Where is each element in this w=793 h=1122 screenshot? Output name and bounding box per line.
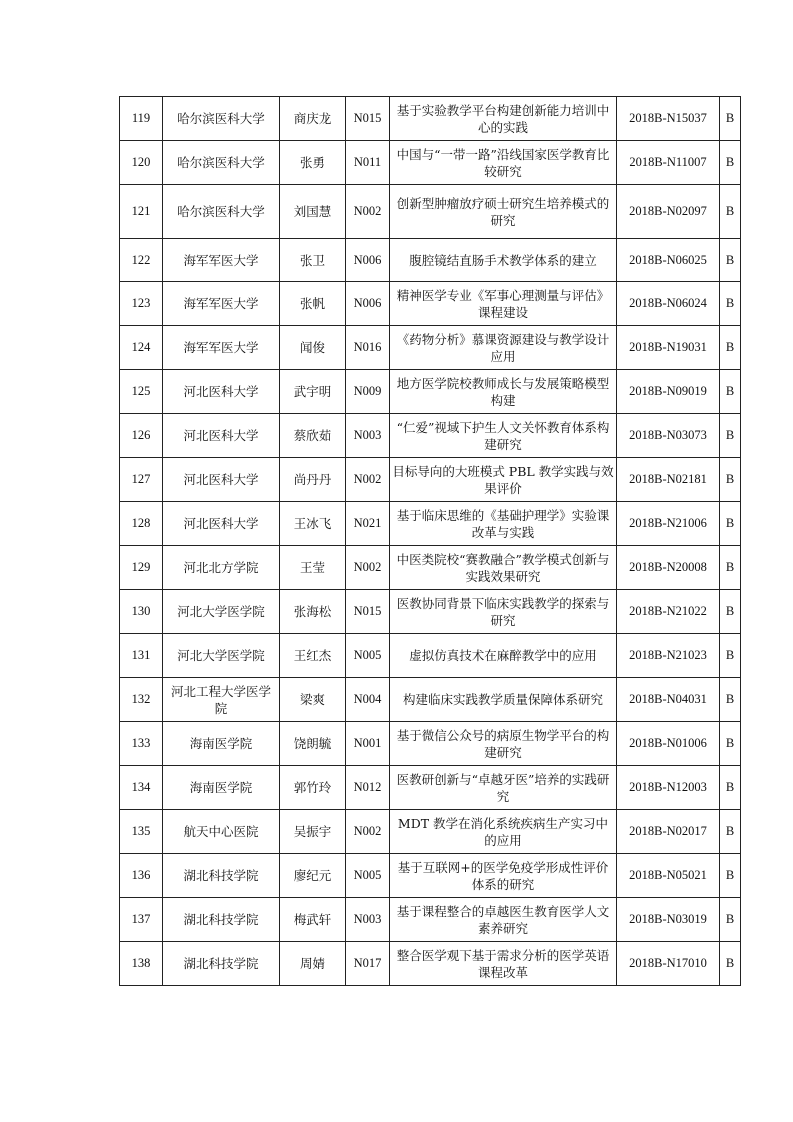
project-list-table [119, 96, 741, 986]
school-name-cell: 哈尔滨医科大学 [163, 185, 280, 239]
category-code-cell: N003 [346, 898, 390, 942]
table-row [120, 97, 741, 141]
school-name-cell: 河北医科大学 [163, 414, 280, 458]
category-code-cell: N002 [346, 185, 390, 239]
project-id-cell: 2018B-N09019 [617, 370, 720, 414]
table-row [120, 185, 741, 239]
grade-cell: B [720, 185, 741, 239]
table-row [120, 502, 741, 546]
school-name-cell: 海军军医大学 [163, 239, 280, 282]
grade-cell: B [720, 590, 741, 634]
project-id-cell: 2018B-N15037 [617, 97, 720, 141]
grade-cell: B [720, 282, 741, 326]
project-title-cell: 医教研创新与“卓越牙医”培养的实践研究 [390, 766, 617, 810]
applicant-name-cell: 尚丹丹 [280, 458, 346, 502]
grade-cell: B [720, 326, 741, 370]
applicant-name-cell: 梁爽 [280, 678, 346, 722]
table-row [120, 590, 741, 634]
project-id-cell: 2018B-N12003 [617, 766, 720, 810]
applicant-name-cell: 蔡欣茹 [280, 414, 346, 458]
row-number-cell: 127 [120, 458, 163, 502]
row-number-cell: 128 [120, 502, 163, 546]
applicant-name-cell: 闻俊 [280, 326, 346, 370]
project-id-cell: 2018B-N21022 [617, 590, 720, 634]
category-code-cell: N015 [346, 97, 390, 141]
grade-cell: B [720, 898, 741, 942]
project-title-cell: 中医类院校“赛教融合”教学模式创新与实践效果研究 [390, 546, 617, 590]
row-number-cell: 130 [120, 590, 163, 634]
category-code-cell: N005 [346, 634, 390, 678]
table-row [120, 326, 741, 370]
category-code-cell: N004 [346, 678, 390, 722]
school-name-cell: 湖北科技学院 [163, 942, 280, 986]
table-row [120, 810, 741, 854]
project-title-cell: 《药物分析》慕课资源建设与教学设计应用 [390, 326, 617, 370]
category-code-cell: N002 [346, 458, 390, 502]
project-id-cell: 2018B-N06024 [617, 282, 720, 326]
project-id-cell: 2018B-N02017 [617, 810, 720, 854]
grade-cell: B [720, 370, 741, 414]
project-id-cell: 2018B-N19031 [617, 326, 720, 370]
table-row [120, 898, 741, 942]
applicant-name-cell: 刘国慧 [280, 185, 346, 239]
school-name-cell: 湖北科技学院 [163, 898, 280, 942]
grade-cell: B [720, 766, 741, 810]
school-name-cell: 海军军医大学 [163, 326, 280, 370]
category-code-cell: N016 [346, 326, 390, 370]
school-name-cell: 河北北方学院 [163, 546, 280, 590]
category-code-cell: N003 [346, 414, 390, 458]
school-name-cell: 湖北科技学院 [163, 854, 280, 898]
table-row [120, 678, 741, 722]
project-title-cell: 构建临床实践教学质量保障体系研究 [390, 678, 617, 722]
table-row [120, 282, 741, 326]
project-title-cell: 基于临床思维的《基础护理学》实验课改革与实践 [390, 502, 617, 546]
project-title-cell: “仁爱”视域下护生人文关怀教育体系构建研究 [390, 414, 617, 458]
row-number-cell: 119 [120, 97, 163, 141]
row-number-cell: 135 [120, 810, 163, 854]
category-code-cell: N015 [346, 590, 390, 634]
project-title-cell: 虚拟仿真技术在麻醉教学中的应用 [390, 634, 617, 678]
project-id-cell: 2018B-N03019 [617, 898, 720, 942]
applicant-name-cell: 王冰飞 [280, 502, 346, 546]
grade-cell: B [720, 634, 741, 678]
project-id-cell: 2018B-N05021 [617, 854, 720, 898]
category-code-cell: N009 [346, 370, 390, 414]
project-title-cell: 创新型肿瘤放疗硕士研究生培养模式的研究 [390, 185, 617, 239]
project-id-cell: 2018B-N21006 [617, 502, 720, 546]
applicant-name-cell: 梅武轩 [280, 898, 346, 942]
applicant-name-cell: 张卫 [280, 239, 346, 282]
project-title-cell: 基于微信公众号的病原生物学平台的构建研究 [390, 722, 617, 766]
grade-cell: B [720, 854, 741, 898]
applicant-name-cell: 周婧 [280, 942, 346, 986]
category-code-cell: N021 [346, 502, 390, 546]
row-number-cell: 134 [120, 766, 163, 810]
row-number-cell: 121 [120, 185, 163, 239]
applicant-name-cell: 王红杰 [280, 634, 346, 678]
school-name-cell: 河北医科大学 [163, 458, 280, 502]
project-id-cell: 2018B-N20008 [617, 546, 720, 590]
project-title-cell: 腹腔镜结直肠手术教学体系的建立 [390, 239, 617, 282]
row-number-cell: 138 [120, 942, 163, 986]
table-row [120, 634, 741, 678]
table-row [120, 414, 741, 458]
grade-cell: B [720, 239, 741, 282]
category-code-cell: N005 [346, 854, 390, 898]
category-code-cell: N012 [346, 766, 390, 810]
row-number-cell: 122 [120, 239, 163, 282]
project-title-cell: 中国与“一带一路”沿线国家医学教育比较研究 [390, 141, 617, 185]
project-id-cell: 2018B-N02097 [617, 185, 720, 239]
table-body [120, 97, 741, 986]
school-name-cell: 海南医学院 [163, 766, 280, 810]
table-row [120, 854, 741, 898]
school-name-cell: 河北医科大学 [163, 502, 280, 546]
category-code-cell: N011 [346, 141, 390, 185]
project-title-cell: 整合医学观下基于需求分析的医学英语课程改革 [390, 942, 617, 986]
school-name-cell: 哈尔滨医科大学 [163, 97, 280, 141]
project-title-cell: 目标导向的大班模式 PBL 教学实践与效果评价 [390, 458, 617, 502]
table-row [120, 239, 741, 282]
project-id-cell: 2018B-N21023 [617, 634, 720, 678]
applicant-name-cell: 张帆 [280, 282, 346, 326]
project-title-cell: 基于课程整合的卓越医生教育医学人文素养研究 [390, 898, 617, 942]
table-row [120, 546, 741, 590]
grade-cell: B [720, 458, 741, 502]
row-number-cell: 125 [120, 370, 163, 414]
project-title-cell: 地方医学院校教师成长与发展策略模型构建 [390, 370, 617, 414]
table-row [120, 766, 741, 810]
project-title-cell: 基于实验教学平台构建创新能力培训中心的实践 [390, 97, 617, 141]
category-code-cell: N002 [346, 546, 390, 590]
project-title-cell: 精神医学专业《军事心理测量与评估》课程建设 [390, 282, 617, 326]
row-number-cell: 124 [120, 326, 163, 370]
school-name-cell: 河北工程大学医学院 [163, 678, 280, 722]
applicant-name-cell: 张勇 [280, 141, 346, 185]
grade-cell: B [720, 546, 741, 590]
grade-cell: B [720, 502, 741, 546]
table-row [120, 458, 741, 502]
row-number-cell: 132 [120, 678, 163, 722]
grade-cell: B [720, 942, 741, 986]
project-title-cell: 医教协同背景下临床实践教学的探索与研究 [390, 590, 617, 634]
category-code-cell: N006 [346, 239, 390, 282]
project-title-cell: 基于互联网+的医学免疫学形成性评价体系的研究 [390, 854, 617, 898]
table-row [120, 722, 741, 766]
grade-cell: B [720, 141, 741, 185]
project-id-cell: 2018B-N03073 [617, 414, 720, 458]
table-row [120, 370, 741, 414]
project-id-cell: 2018B-N02181 [617, 458, 720, 502]
school-name-cell: 海军军医大学 [163, 282, 280, 326]
table-row [120, 141, 741, 185]
category-code-cell: N001 [346, 722, 390, 766]
row-number-cell: 123 [120, 282, 163, 326]
row-number-cell: 133 [120, 722, 163, 766]
row-number-cell: 137 [120, 898, 163, 942]
project-title-cell: MDT 教学在消化系统疾病生产实习中的应用 [390, 810, 617, 854]
school-name-cell: 河北大学医学院 [163, 590, 280, 634]
row-number-cell: 126 [120, 414, 163, 458]
school-name-cell: 航天中心医院 [163, 810, 280, 854]
grade-cell: B [720, 97, 741, 141]
applicant-name-cell: 郭竹玲 [280, 766, 346, 810]
grade-cell: B [720, 414, 741, 458]
applicant-name-cell: 商庆龙 [280, 97, 346, 141]
project-id-cell: 2018B-N04031 [617, 678, 720, 722]
row-number-cell: 131 [120, 634, 163, 678]
project-id-cell: 2018B-N06025 [617, 239, 720, 282]
category-code-cell: N002 [346, 810, 390, 854]
applicant-name-cell: 张海松 [280, 590, 346, 634]
category-code-cell: N006 [346, 282, 390, 326]
grade-cell: B [720, 810, 741, 854]
project-id-cell: 2018B-N17010 [617, 942, 720, 986]
applicant-name-cell: 王莹 [280, 546, 346, 590]
category-code-cell: N017 [346, 942, 390, 986]
school-name-cell: 河北医科大学 [163, 370, 280, 414]
school-name-cell: 哈尔滨医科大学 [163, 141, 280, 185]
applicant-name-cell: 武宇明 [280, 370, 346, 414]
row-number-cell: 120 [120, 141, 163, 185]
row-number-cell: 129 [120, 546, 163, 590]
applicant-name-cell: 廖纪元 [280, 854, 346, 898]
project-id-cell: 2018B-N11007 [617, 141, 720, 185]
school-name-cell: 河北大学医学院 [163, 634, 280, 678]
table-row [120, 942, 741, 986]
school-name-cell: 海南医学院 [163, 722, 280, 766]
grade-cell: B [720, 678, 741, 722]
row-number-cell: 136 [120, 854, 163, 898]
project-id-cell: 2018B-N01006 [617, 722, 720, 766]
applicant-name-cell: 饶朗毓 [280, 722, 346, 766]
applicant-name-cell: 吴振宇 [280, 810, 346, 854]
grade-cell: B [720, 722, 741, 766]
